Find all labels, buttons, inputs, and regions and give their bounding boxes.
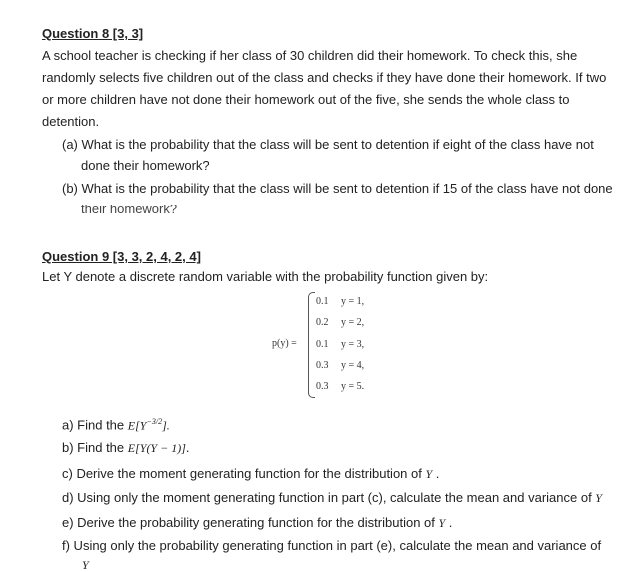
q8-intro-line-1: A school teacher is checking if her class of 30 children did their homework. To check this, she — [42, 48, 578, 63]
q9-part-b: b) Find the E[Y(Y − 1)]. — [62, 440, 190, 455]
pf-row-3-cond: y = 3, — [341, 339, 365, 350]
pf-row-4-cond: y = 4, — [341, 360, 365, 371]
pf-row-2-p: 0.2 — [316, 317, 329, 328]
q9-intro: Let Y denote a discrete random variable with the probability function given by: — [42, 269, 489, 284]
pf-row-1-p: 0.1 — [316, 296, 329, 307]
q8-intro-line-3: or more children have not done their homework out of the five, she sends the whole class to — [42, 92, 570, 107]
pf-row-5-p: 0.3 — [316, 381, 329, 392]
pf-row-5-cond: y = 5. — [341, 381, 365, 392]
q8-part-a-line-2: done their homework? — [81, 158, 210, 173]
q9-part-f-var: Y — [82, 558, 89, 572]
q9-part-f: f) Using only the probability generating function in part (e), calculate the mean and variance of — [62, 538, 602, 553]
pf-row-4-p: 0.3 — [316, 360, 329, 371]
q9-heading: Question 9 [3, 3, 2, 4, 2, 4] — [42, 249, 201, 264]
q8-intro-line-4: detention. — [42, 114, 100, 129]
q8-heading: Question 8 [3, 3] — [42, 26, 144, 41]
pf-label: p(y) = — [272, 338, 297, 349]
q9-part-a: a) Find the $E[Y^{-3/2}]$. — [62, 417, 170, 433]
q8-part-a-line-1: (a) What is the probability that the class will be sent to detention if eight of the class have not — [62, 137, 594, 152]
pf-row-3-p: 0.1 — [316, 339, 329, 350]
pf-row-1-cond: y = 1, — [341, 296, 365, 307]
q8-intro-line-2: randomly selects five children out of the class and checks if they have done their homework. If two — [42, 70, 607, 85]
q9-part-d: d) Using only the moment generating function in part (c), calculate the mean and variance of Y — [62, 490, 602, 505]
q9-part-e: e) Derive the probability generating function for the distribution of Y . — [62, 515, 453, 530]
pf-brace — [308, 292, 315, 398]
q8-part-b-line-2-cut: their homework? — [81, 205, 178, 213]
q8-part-b-line-1: (b) What is the probability that the class will be sent to detention if 15 of the class have not done — [62, 181, 613, 196]
pf-row-2-cond: y = 2, — [341, 317, 365, 328]
q9-part-c: c) Derive the moment generating function for the distribution of Y . — [62, 466, 440, 481]
